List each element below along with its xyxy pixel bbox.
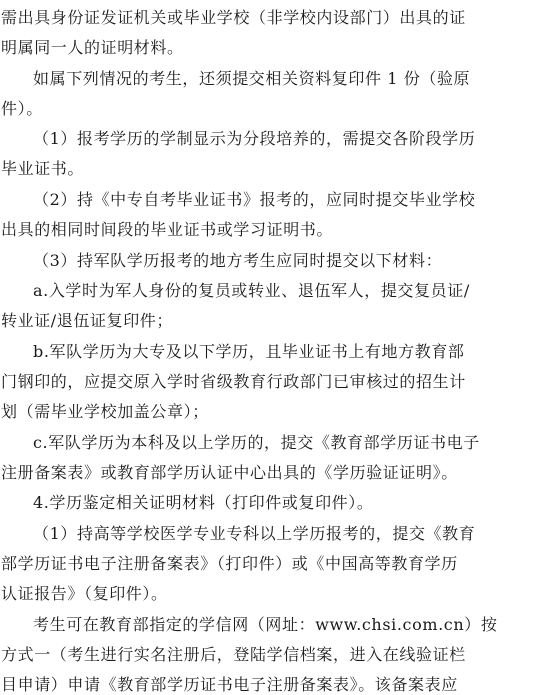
text-line: 考生可在教育部指定的学信网（网址：www.chsi.com.cn）按 bbox=[33, 615, 498, 634]
text-line: 注册备案表》或教育部学历认证中心出具的《学历验证证明》。 bbox=[1, 463, 458, 482]
text-line: 出具的相同时间段的毕业证书或学习证明书。 bbox=[1, 220, 334, 239]
text-line: 件）。 bbox=[1, 99, 43, 118]
text-line: 门钢印的，应提交原入学时省级教育行政部门已审核过的招生计 bbox=[1, 372, 466, 391]
text-line: （3）持军队学历报考的地方考生应同时提交以下材料： bbox=[33, 251, 443, 270]
text-line: 转业证/退伍证复印件； bbox=[1, 311, 173, 330]
text-line: 划（需毕业学校加盖公章）； bbox=[1, 402, 209, 421]
text-line: 如属下列情况的考生，还须提交相关资料复印件 1 份（验原 bbox=[33, 69, 471, 88]
text-line: c.军队学历为本科及以上学历的，提交《教育部学历证书电子 bbox=[33, 433, 480, 452]
text-line: （1）持高等学校医学专业专科以上学历报考的，提交《教育 bbox=[33, 524, 476, 543]
text-line: b.军队学历为大专及以下学历，且毕业证书上有地方教育部 bbox=[33, 342, 465, 361]
text-line: 毕业证书。 bbox=[1, 159, 85, 178]
text-line: 需出具身份证发证机关或毕业学校（非学校内设部门）出具的证 bbox=[1, 8, 466, 27]
text-line: （1）报考学历的学制显示为分段培养的，需提交各阶段学历 bbox=[33, 129, 476, 148]
text-line: 认证报告》（复印件）。 bbox=[1, 584, 168, 603]
text-line: 目申请）申请《教育部学历证书电子注册备案表》。该备案表应 bbox=[1, 675, 458, 694]
text-line: 4.学历鉴定相关证明材料（打印件或复印件）。 bbox=[33, 493, 374, 512]
text-line: a.入学时为军人身份的复员或转业、退伍军人，提交复员证/ bbox=[33, 281, 470, 300]
text-line: 方式一（考生进行实名注册后，登陆学信档案，进入在线验证栏 bbox=[1, 645, 466, 664]
text-line: 部学历证书电子注册备案表》（打印件）或《中国高等教育学历 bbox=[1, 554, 458, 573]
text-line: 明属同一人的证明材料。 bbox=[1, 38, 184, 57]
text-line: （2）持《中专自考毕业证书》报考的，应同时提交毕业学校 bbox=[33, 190, 476, 209]
